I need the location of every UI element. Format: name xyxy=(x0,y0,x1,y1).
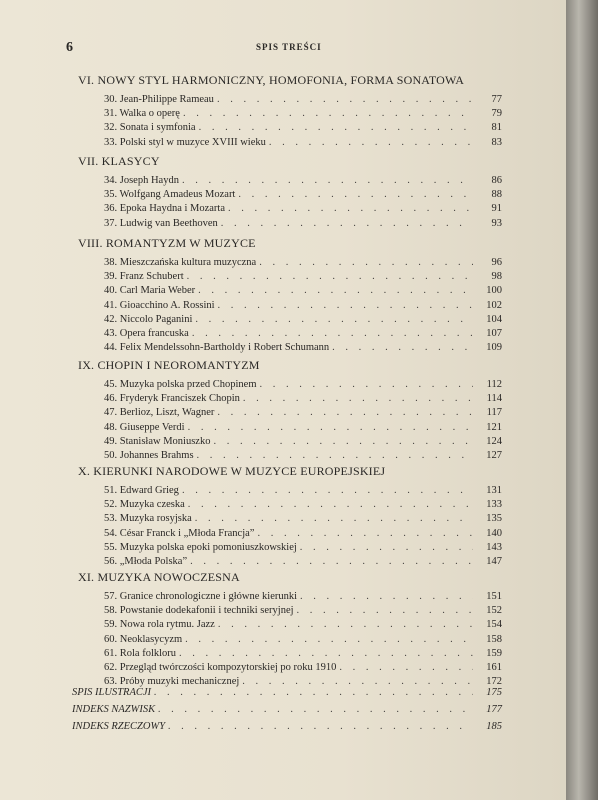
toc-entry xyxy=(104,633,502,647)
entry-title: 39. Franz Schubert xyxy=(104,271,184,283)
toc-entry xyxy=(104,527,502,541)
entry-title: 51. Edward Grieg xyxy=(104,485,179,496)
entry-page: 112 xyxy=(486,379,502,390)
entry-page: 77 xyxy=(491,94,502,105)
entry-title: 59. Nowa rola rytmu. Jazz xyxy=(104,619,215,631)
entry-page: 175 xyxy=(486,687,502,698)
section-title: VII. KLASYCY xyxy=(78,154,160,168)
entry-title: 48. Giuseppe Verdi xyxy=(104,421,185,433)
entry-page: 147 xyxy=(486,555,502,567)
toc-entry xyxy=(104,217,502,231)
leader-dots xyxy=(192,327,473,341)
toc-entry xyxy=(104,484,502,498)
section-title: VI. NOWY STYL HARMONICZNY, HOMOFONIA, FORMA SONATOWA xyxy=(78,73,465,87)
entry-title: 53. Muzyka rosyjska xyxy=(104,513,192,525)
leader-dots xyxy=(218,618,473,632)
leader-dots xyxy=(297,604,473,618)
toc-entry xyxy=(104,341,502,355)
entry-page: 158 xyxy=(486,633,502,645)
toc-appendix-entries xyxy=(72,684,502,735)
entry-title: 46. Fryderyk Franciszek Chopin xyxy=(104,393,240,405)
entry-title: 40. Carl Maria Weber xyxy=(104,285,196,297)
entry-page: 161 xyxy=(486,661,502,673)
leader-dots xyxy=(179,647,473,661)
toc-entry xyxy=(104,327,502,341)
entry-page: 135 xyxy=(486,513,502,525)
entry-page: 109 xyxy=(486,342,502,354)
toc-entry xyxy=(104,93,502,107)
page-edge-shadow xyxy=(566,0,598,800)
entry-page: 86 xyxy=(491,175,502,186)
leader-dots xyxy=(199,121,473,135)
entry-title: 44. Felix Mendelssohn-Bartholdy i Robert Schumann xyxy=(104,342,330,354)
entry-page: 159 xyxy=(486,647,502,659)
entry-title: 33. Polski styl w muzyce XVIII wieku xyxy=(104,136,266,148)
entry-page: 177 xyxy=(486,704,502,715)
entry-title: 55. Muzyka polska epoki pomoniuszkowskiej xyxy=(104,541,297,553)
leader-dots xyxy=(197,449,473,463)
toc-entry xyxy=(104,107,502,121)
leader-dots xyxy=(168,718,473,735)
entry-page: 117 xyxy=(486,407,502,419)
entry-page: 91 xyxy=(491,203,502,215)
entry-page: 185 xyxy=(486,721,502,732)
leader-dots xyxy=(243,392,473,406)
leader-dots xyxy=(300,590,473,604)
entry-title: 52. Muzyka czeska xyxy=(104,499,185,511)
entry-title: 34. Joseph Haydn xyxy=(104,175,179,186)
toc-entry-subject-index xyxy=(72,718,502,735)
leader-dots xyxy=(195,313,473,327)
entry-title: INDEKS RZECZOWY xyxy=(72,721,166,732)
toc-entry xyxy=(104,555,502,569)
entry-page: 124 xyxy=(486,435,502,447)
leader-dots xyxy=(190,555,473,569)
entry-title: 42. Niccolo Paganini xyxy=(104,313,193,325)
toc-entry xyxy=(104,618,502,632)
entry-title: 45. Muzyka polska przed Chopinem xyxy=(104,379,257,390)
toc-section-vi xyxy=(78,72,502,150)
leader-dots xyxy=(332,341,473,355)
leader-dots xyxy=(269,136,473,150)
toc-entry xyxy=(104,299,502,313)
toc-entry xyxy=(104,406,502,420)
entry-title: 56. „Młoda Polska” xyxy=(104,555,188,567)
entry-page: 79 xyxy=(491,108,502,120)
entry-page: 152 xyxy=(486,605,502,617)
entry-page: 172 xyxy=(486,676,502,688)
entry-title: 58. Powstanie dodekafonii i techniki seryjnej xyxy=(104,605,294,617)
toc-entry xyxy=(104,541,502,555)
entry-title: 41. Gioacchino A. Rossini xyxy=(104,299,215,311)
leader-dots xyxy=(217,406,473,420)
toc-entry xyxy=(104,136,502,150)
toc-entry xyxy=(104,202,502,216)
leader-dots xyxy=(188,498,473,512)
entry-page: 98 xyxy=(491,271,502,283)
leader-dots xyxy=(182,484,473,498)
leader-dots xyxy=(300,541,473,555)
entry-page: 104 xyxy=(486,313,502,325)
toc-entry xyxy=(104,435,502,449)
leader-dots xyxy=(221,217,473,231)
leader-dots xyxy=(213,435,473,449)
entry-page: 96 xyxy=(491,257,502,268)
entry-title: 37. Ludwig van Beethoven xyxy=(104,217,218,229)
toc-entry xyxy=(104,421,502,435)
section-title: X. KIERUNKI NARODOWE W MUZYCE EUROPEJSKIEJ xyxy=(78,464,386,478)
leader-dots xyxy=(198,284,473,298)
leader-dots xyxy=(187,270,473,284)
entry-page: 154 xyxy=(486,619,502,631)
leader-dots xyxy=(195,512,473,526)
leader-dots xyxy=(188,421,473,435)
toc-entry xyxy=(104,256,502,270)
entry-page: 81 xyxy=(491,122,502,134)
toc-entry-name-index xyxy=(72,701,502,718)
leader-dots xyxy=(228,202,473,216)
entry-page: 151 xyxy=(486,591,502,602)
leader-dots xyxy=(260,378,473,392)
leader-dots xyxy=(218,299,473,313)
entry-title: 60. Neoklasycyzm xyxy=(104,633,183,645)
page-header xyxy=(66,40,496,56)
toc-entry xyxy=(104,604,502,618)
entry-page: 131 xyxy=(486,485,502,496)
toc-entry-illustrations xyxy=(72,684,502,701)
leader-dots xyxy=(259,256,473,270)
leader-dots xyxy=(158,701,473,718)
toc-entry xyxy=(104,449,502,463)
entry-title: 30. Jean-Philippe Rameau xyxy=(104,94,214,105)
entry-page: 143 xyxy=(486,541,502,553)
leader-dots xyxy=(183,107,473,121)
section-title: XI. MUZYKA NOWOCZESNA xyxy=(78,570,240,584)
toc-section-viii xyxy=(78,235,502,355)
leader-dots xyxy=(185,633,473,647)
leader-dots xyxy=(257,527,473,541)
running-title: SPIS TREŚCI xyxy=(256,42,322,52)
toc-entry xyxy=(104,284,502,298)
leader-dots xyxy=(217,93,473,107)
entry-title: 35. Wolfgang Amadeus Mozart xyxy=(104,189,236,201)
entry-title: 50. Johannes Brahms xyxy=(104,449,194,461)
toc-section-x xyxy=(78,463,502,569)
toc-entry xyxy=(104,313,502,327)
toc-entry xyxy=(104,188,502,202)
entry-title: 49. Stanisław Moniuszko xyxy=(104,435,211,447)
section-title: IX. CHOPIN I NEOROMANTYZM xyxy=(78,358,260,372)
entry-page: 100 xyxy=(486,285,502,297)
entry-title: 47. Berlioz, Liszt, Wagner xyxy=(104,407,215,419)
entry-page: 133 xyxy=(486,499,502,511)
entry-title: 63. Próby muzyki mechanicznej xyxy=(104,676,240,688)
leader-dots xyxy=(339,661,473,675)
toc-entry xyxy=(104,512,502,526)
entry-title: 61. Rola folkloru xyxy=(104,647,177,659)
leader-dots xyxy=(154,684,473,701)
section-title: VIII. ROMANTYZM W MUZYCE xyxy=(78,236,256,250)
toc-entry xyxy=(104,378,502,392)
entry-title: 32. Sonata i symfonia xyxy=(104,122,196,134)
toc-section-vii xyxy=(78,153,502,231)
toc-entry xyxy=(104,174,502,188)
entry-title: 54. César Franck i „Młoda Francja” xyxy=(104,527,255,539)
toc-entry xyxy=(104,590,502,604)
entry-page: 107 xyxy=(486,327,502,339)
entry-page: 88 xyxy=(491,189,502,201)
entry-page: 102 xyxy=(486,299,502,311)
toc-entry xyxy=(104,392,502,406)
entry-page: 121 xyxy=(486,421,502,433)
entry-page: 127 xyxy=(486,449,502,461)
entry-title: 57. Granice chronologiczne i główne kierunki xyxy=(104,591,298,602)
entry-page: 114 xyxy=(486,393,502,405)
toc-entry xyxy=(104,647,502,661)
entry-title: 36. Epoka Haydna i Mozarta xyxy=(104,203,226,215)
toc-entry xyxy=(104,270,502,284)
toc-section-xi xyxy=(78,569,502,689)
entry-title: 38. Mieszczańska kultura muzyczna xyxy=(104,257,257,268)
entry-page: 140 xyxy=(486,527,502,539)
entry-title: 43. Opera francuska xyxy=(104,327,189,339)
toc-section-ix xyxy=(78,357,502,463)
entry-title: SPIS ILUSTRACJI xyxy=(72,687,152,698)
page-number: 6 xyxy=(66,40,73,55)
entry-title: 31. Walka o operę xyxy=(104,108,180,120)
entry-title: INDEKS NAZWISK xyxy=(72,704,156,715)
toc-entry xyxy=(104,121,502,135)
leader-dots xyxy=(182,174,473,188)
entry-page: 83 xyxy=(491,136,502,148)
toc-entry xyxy=(104,661,502,675)
entry-title: 62. Przegląd twórczości kompozytorskiej po roku 1910 xyxy=(104,661,337,673)
toc-entry xyxy=(104,498,502,512)
leader-dots xyxy=(238,188,473,202)
entry-page: 93 xyxy=(491,217,502,229)
